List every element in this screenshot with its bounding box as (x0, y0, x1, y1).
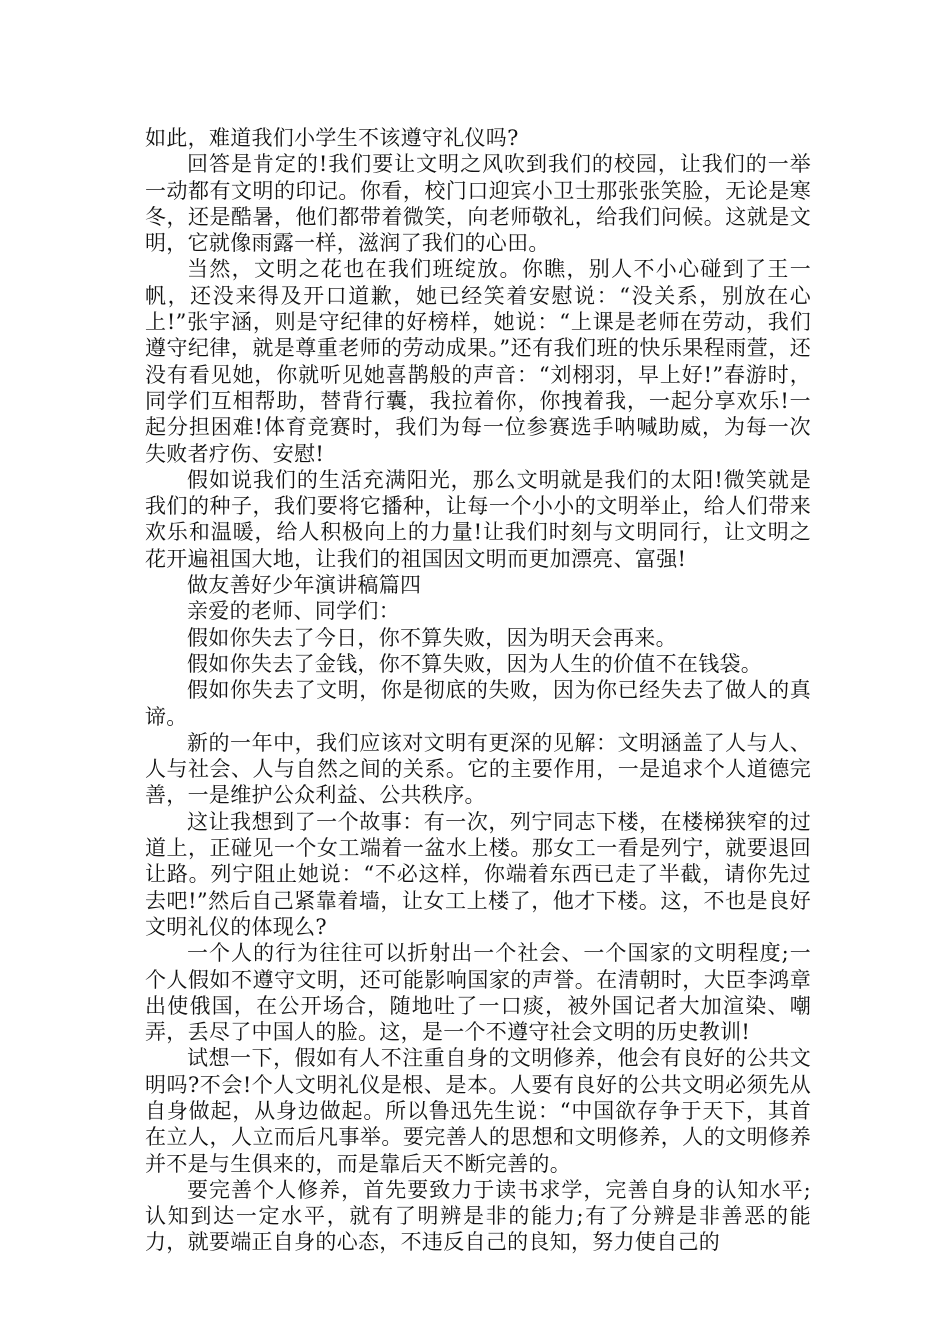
paragraph: 一个人的行为往往可以折射出一个社会、一个国家的文明程度;一个人假如不遵守文明，还可能影响国家的声誉。在清朝时，大臣李鸿章出使俄国，在公开场合，随地吐了一口痰，被外国记者大加渲染、嘲弄，丢尽了中国人的脸。这，是一个不遵守社会文明的历史教训! (145, 941, 811, 1045)
paragraph: 这让我想到了一个故事：有一次，列宁同志下楼，在楼梯狭窄的过道上，正碰见一个女工端着一盆水上楼。那女工一看是列宁，就要退回让路。列宁阻止她说：“不必这样，你端着东西已走了半截，请你先过去吧!”然后自己紧靠着墙，让女工上楼了，他才下楼。这，不也是良好文明礼仪的体现么? (145, 809, 811, 939)
paragraph: 假如你失去了文明，你是彻底的失败，因为你已经失去了做人的真谛。 (145, 678, 811, 729)
salutation: 亲爱的老师、同学们： (187, 599, 400, 624)
paragraph: 假如说我们的生活充满阳光，那么文明就是我们的太阳!微笑就是我们的种子，我们要将它播种，让每一个小小的文明举止，给人们带来欢乐和温暖，给人积极向上的力量!让我们时刻与文明同行，让文明之花开遍祖国大地，让我们的祖国因文明而更加漂亮、富强! (145, 467, 811, 571)
paragraph: 试想一下，假如有人不注重自身的文明修养，他会有良好的公共文明吗?不会!个人文明礼仪是根、是本。人要有良好的公共文明必须先从自身做起，从身边做起。所以鲁迅先生说：“中国欲存争于天下，其首在立人，人立而后凡事举。要完善人的思想和文明修养，人的文明修养并不是与生俱来的，而是靠后天不断完善的。 (145, 1046, 811, 1176)
paragraph: 当然，文明之花也在我们班绽放。你瞧，别人不小心碰到了王一帆，还没来得及开口道歉，她已经笑着安慰说：“没关系，别放在心上!”张宇涵，则是守纪律的好榜样，她说：“上课是老师在劳动，我们遵守纪律，就是尊重老师的劳动成果。”还有我们班的快乐果程雨萱，还没有看见她，你就听见她喜鹊般的声音：“刘栩羽，早上好!”春游时，同学们互相帮助，替背行囊，我拉着你，你拽着我，一起分享欢乐!一起分担困难!体育竞赛时，我们为每一位参赛选手呐喊助威，为每一次失败者疗伤、安慰! (145, 257, 811, 466)
paragraph: 要完善个人修养，首先要致力于读书求学，完善自身的认知水平;认知到达一定水平，就有了明辨是非的能力;有了分辨是非善恶的能力，就要端正自身的心态，不违反自己的良知，努力使自己的 (145, 1177, 811, 1255)
paragraph: 回答是肯定的!我们要让文明之风吹到我们的校园，让我们的一举一动都有文明的印记。你看，校门口迎宾小卫士那张张笑脸，无论是寒冬，还是酷暑，他们都带着微笑，向老师敬礼，给我们问候。这就是文明，它就像雨露一样，滋润了我们的心田。 (145, 152, 811, 256)
paragraph: 新的一年中，我们应该对文明有更深的见解：文明涵盖了人与人、人与社会、人与自然之间的关系。它的主要作用，一是追求个人道德完善，一是维护公众利益、公共秩序。 (145, 730, 811, 808)
section-heading: 做友善好少年演讲稿篇四 (187, 573, 422, 598)
paragraph: 假如你失去了今日，你不算失败，因为明天会再来。 (187, 625, 677, 650)
paragraph: 假如你失去了金钱，你不算失败，因为人生的价值不在钱袋。 (187, 651, 763, 676)
document-body (145, 125, 811, 1256)
paragraph: 如此，难道我们小学生不该遵守礼仪吗? (145, 126, 519, 150)
